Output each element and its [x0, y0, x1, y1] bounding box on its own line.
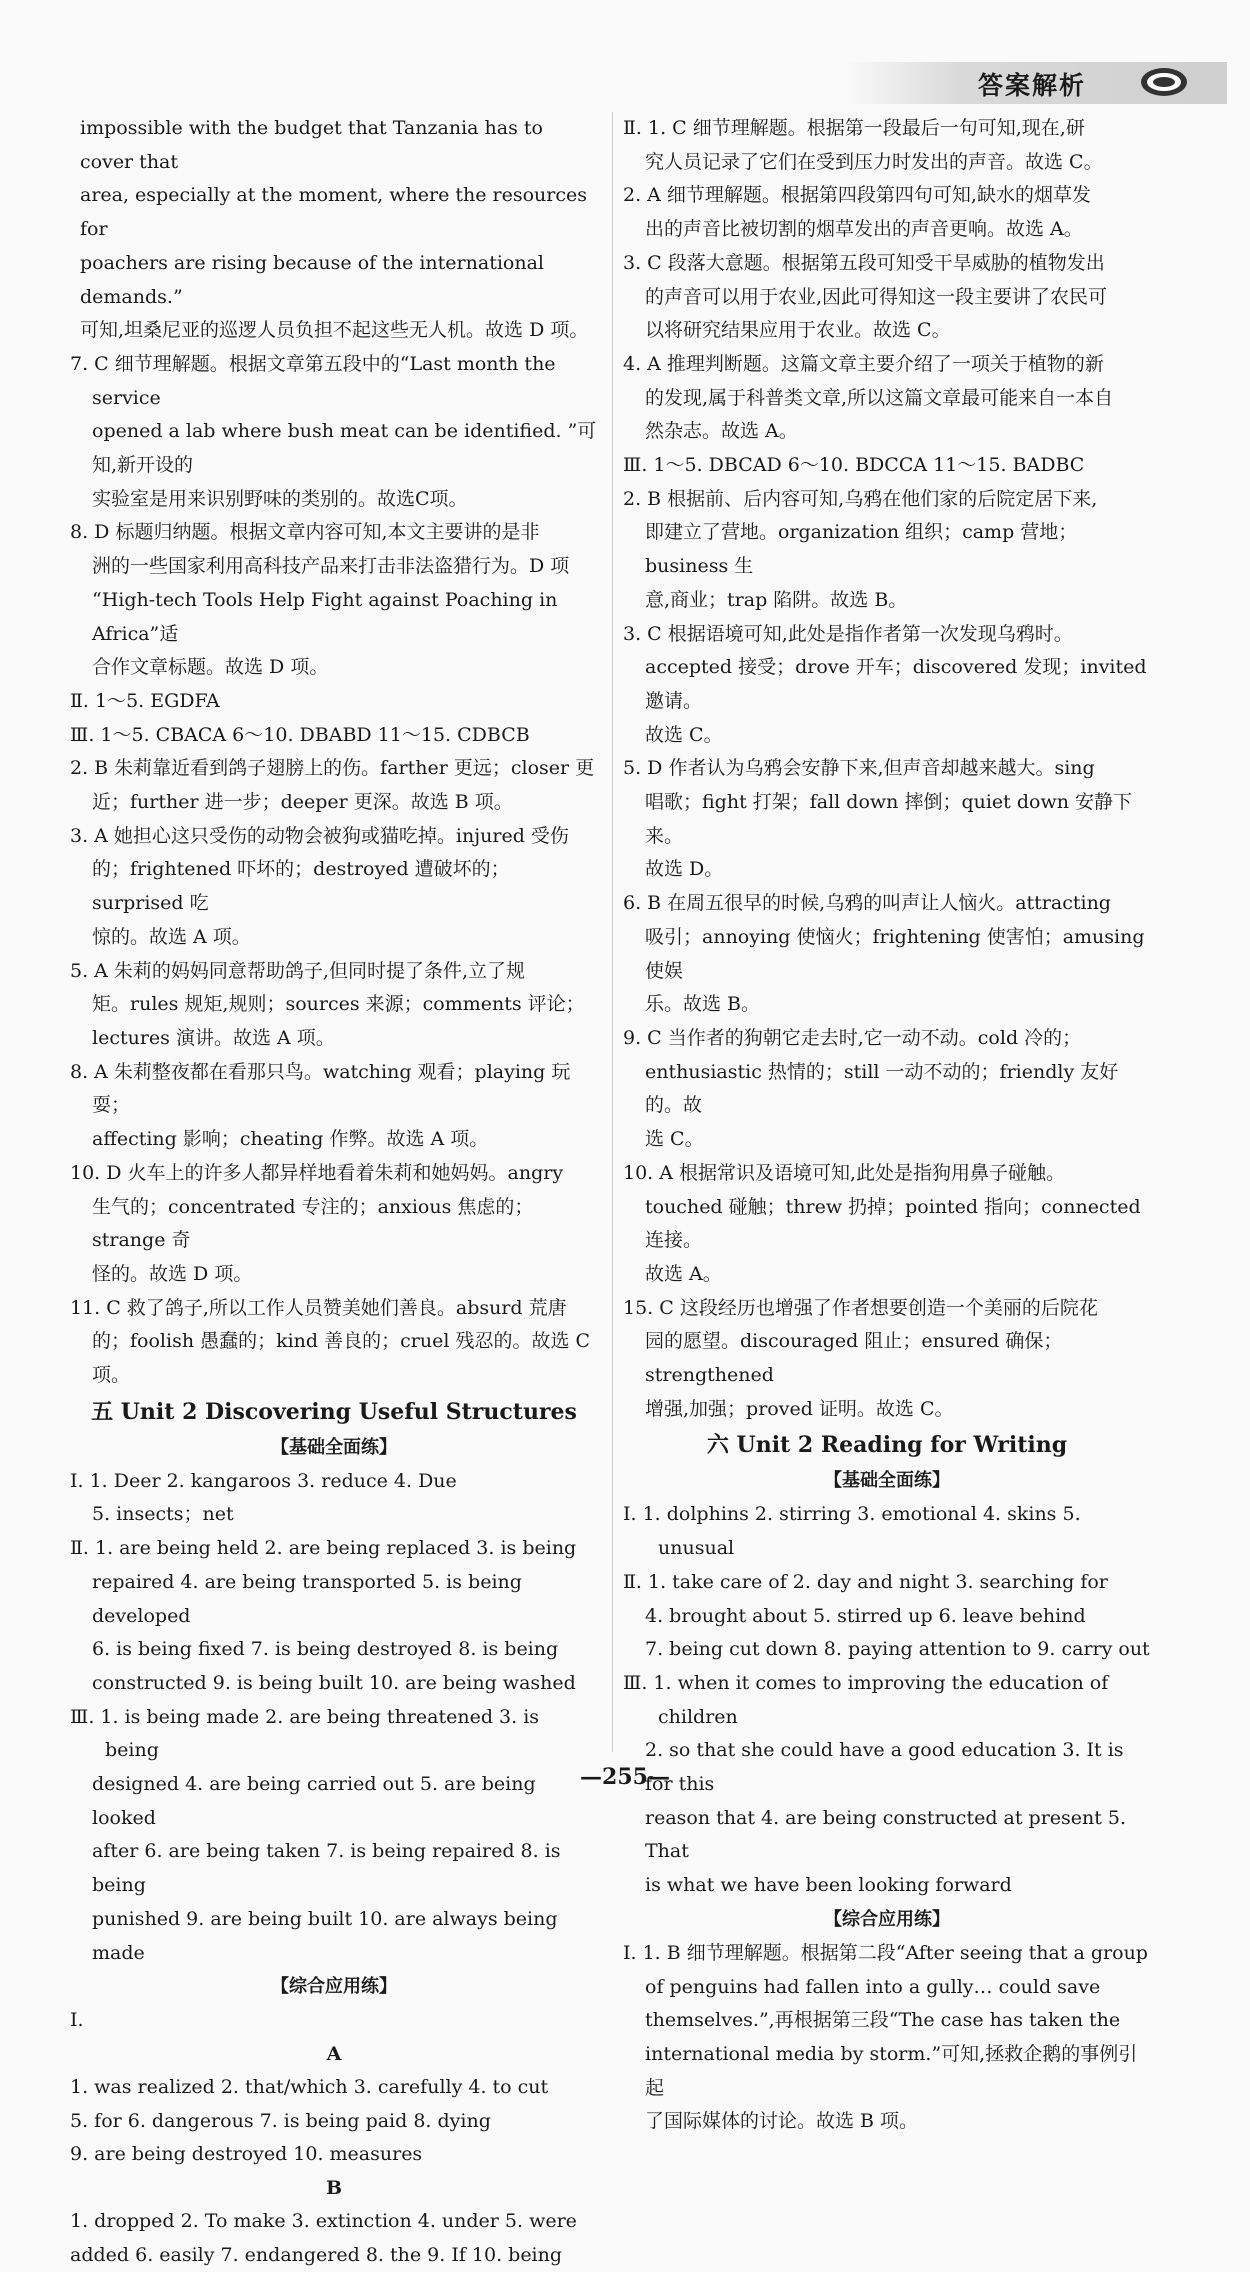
answer-group: 1. was realized 2. that/which 3. carefully 4. to cut — [70, 2075, 549, 2098]
text-line: 生气的；concentrated 专注的；anxious 焦虑的；strange 奇 — [92, 1195, 534, 1252]
text-line: 的发现,属于科普类文章,所以这篇文章最可能来自一本自 — [645, 386, 1114, 409]
text-line: is what we have been looking forward — [645, 1874, 1012, 1897]
text-line: 洲的一些国家利用高科技产品来打击非法盗猎行为。D 项 — [92, 555, 570, 578]
answer-group: 9. are being destroyed 10. measures — [70, 2143, 423, 2166]
answer-group: Ⅲ. 1. when it comes to improving the education of children — [623, 1671, 1109, 1728]
text-line: international media by storm.”可知,拯救企鹅的事例引起 — [645, 2042, 1138, 2099]
text-line: 园的愿望。discouraged 阻止；ensured 确保；strengthened — [645, 1330, 1063, 1387]
text-line: designed 4. are being carried out 5. are being looked — [92, 1773, 536, 1829]
page-number: —255— — [580, 1764, 670, 1790]
text-line: impossible with the budget that Tanzania has to cover that — [80, 117, 543, 173]
text-line: 的；frightened 吓坏的；destroyed 遭破坏的；surprised 吃 — [92, 858, 510, 915]
text-line: 2. so that she could have a good education 3. It is for this — [645, 1739, 1124, 1796]
text-line: opened a lab where bush meat can be identified. ”可知,新开设的 — [92, 420, 597, 477]
text-line: repaired 4. are being transported 5. is being developed — [92, 1570, 522, 1627]
text-line: 出的声音比被切割的烟草发出的声音更响。故选 A。 — [645, 218, 1083, 241]
text-line: 究人员记录了它们在受到压力时发出的声音。故选 C。 — [645, 150, 1103, 173]
text-line: 怪的。故选 D 项。 — [92, 1262, 253, 1285]
text-line: 意,商业；trap 陷阱。故选 B。 — [645, 588, 908, 611]
answer-item: 2. B 根据前、后内容可知,乌鸦在他们家的后院定居下来, — [623, 487, 1098, 510]
text-line: 7. being cut down 8. paying attention to 9. carry out — [645, 1638, 1150, 1661]
text-line: 实验室是用来识别野味的类别的。故选C项。 — [92, 487, 468, 510]
text-line: 唱歌；fight 打架；fall down 摔倒；quiet down 安静下来。 — [645, 791, 1132, 847]
sub-section-title: 【综合应用练】 — [824, 1908, 950, 1930]
text-line: 的声音可以用于农业,因此可得知这一段主要讲了农民可 — [645, 285, 1108, 308]
section-title: 五 Unit 2 Discovering Useful Structures — [91, 1398, 577, 1425]
text-line: 近；further 进一步；deeper 更深。故选 B 项。 — [92, 791, 513, 814]
answer-item: 8. A 朱莉整夜都在看那只鸟。watching 观看；playing 玩耍； — [70, 1060, 571, 1117]
text-line: touched 碰触；threw 扔掉；pointed 指向；connected 连接。 — [645, 1195, 1141, 1252]
answer-item: 8. D 标题归纳题。根据文章内容可知,本文主要讲的是非 — [70, 521, 540, 544]
answer-group: Ⅰ. 1. Deer 2. kangaroos 3. reduce 4. Due — [70, 1469, 457, 1492]
answer-group: Ⅱ. 1～5. EGDFA — [70, 689, 220, 712]
answer-item: 5. A 朱莉的妈妈同意帮助鸽子,但同时提了条件,立了规 — [70, 959, 526, 982]
section-title: 六 Unit 2 Reading for Writing — [706, 1432, 1068, 1459]
text-line: affecting 影响；cheating 作弊。故选 A 项。 — [92, 1128, 489, 1151]
answer-group: Ⅰ. — [70, 2009, 84, 2032]
text-line: 增强,加强；proved 证明。故选 C。 — [645, 1397, 954, 1420]
sub-section-title: 【基础全面练】 — [824, 1470, 950, 1492]
text-line: accepted 接受；drove 开车；discovered 发现；invited 邀请。 — [645, 656, 1147, 712]
text-line: reason that 4. are being constructed at present 5. That — [645, 1806, 1127, 1863]
answer-item: 15. C 这段经历也增强了作者想要创造一个美丽的后院花 — [623, 1296, 1098, 1319]
answer-item: 3. A 她担心这只受伤的动物会被狗或猫吃掉。injured 受伤 — [70, 824, 569, 847]
text-line: 矩。rules 规矩,规则；sources 来源；comments 评论； — [92, 993, 585, 1016]
text-line: poachers are rising because of the international demands.” — [80, 251, 544, 308]
text-line: after 6. are being taken 7. is being repaired 8. is being — [92, 1840, 561, 1897]
text-line: of penguins had fallen into a gully… could save — [645, 1975, 1101, 1998]
answer-group: Ⅲ. 1～5. CBACA 6～10. DBABD 11～15. CDBCB — [70, 723, 530, 746]
answer-group: added 6. easily 7. endangered 8. the 9. If 10. being — [70, 2243, 563, 2266]
text-line: punished 9. are being built 10. are always being made — [92, 1907, 558, 1964]
text-line: 选 C。 — [645, 1128, 704, 1151]
answer-group: Ⅰ. 1. dolphins 2. stirring 3. emotional 4. skins 5. unusual — [623, 1503, 1081, 1560]
answer-group: 1. dropped 2. To make 3. extinction 4. under 5. were — [70, 2210, 577, 2233]
text-line: 6. is being fixed 7. is being destroyed 8. is being — [92, 1638, 559, 1661]
text-line: 5. insects；net — [92, 1503, 234, 1526]
right-column — [623, 112, 1151, 2139]
logo-icon — [1138, 65, 1190, 99]
answer-group: 5. for 6. dangerous 7. is being paid 8. dying — [70, 2109, 491, 2132]
answer-item: 3. C 段落大意题。根据第五段可知受干旱威胁的植物发出 — [623, 251, 1105, 274]
text-line: 然杂志。故选 A。 — [645, 420, 798, 443]
text-line: 合作文章标题。故选 D 项。 — [92, 656, 329, 679]
answer-item: 5. D 作者认为乌鸦会安静下来,但声音却越来越大。sing — [623, 757, 1095, 780]
answer-item: 10. A 根据常识及语境可知,此处是指狗用鼻子碰触。 — [623, 1161, 1066, 1184]
answer-item: 9. C 当作者的狗朝它走去时,它一动不动。cold 冷的； — [623, 1026, 1082, 1049]
text-line: 乐。故选 B。 — [645, 993, 761, 1016]
text-line: 即建立了营地。organization 组织；camp 营地；business 生 — [645, 521, 1078, 578]
column-divider — [612, 112, 613, 1752]
answer-item: Ⅰ. 1. B 细节理解题。根据第二段“After seeing that a group — [623, 1941, 1148, 1964]
text-line: 4. brought about 5. stirred up 6. leave behind — [645, 1604, 1086, 1627]
text-line: 可知,坦桑尼亚的巡逻人员负担不起这些无人机。故选 D 项。 — [80, 319, 589, 342]
answer-item: 6. B 在周五很早的时候,乌鸦的叫声让人恼火。attracting — [623, 892, 1111, 915]
text-line: 故选 A。 — [645, 1262, 722, 1285]
sub-section-title: 【综合应用练】 — [271, 1976, 397, 1998]
answer-group: Ⅲ. 1. is being made 2. are being threatened 3. is being — [70, 1705, 540, 1762]
answer-item: 7. C 细节理解题。根据文章第五段中的“Last month the service — [70, 352, 556, 409]
answer-item: 10. D 火车上的许多人都异样地看着朱莉和她妈妈。angry — [70, 1161, 564, 1184]
answer-item: 4. A 推理判断题。这篇文章主要介绍了一项关于植物的新 — [623, 352, 1104, 375]
text-line: 吸引；annoying 使恼火；frightening 使害怕；amusing 使娱 — [645, 925, 1145, 982]
left-column — [70, 112, 598, 2272]
text-line: 故选 D。 — [645, 858, 724, 881]
answer-item: 3. C 根据语境可知,此处是指作者第一次发现乌鸦时。 — [623, 622, 1073, 645]
text-line: 故选 C。 — [645, 723, 723, 746]
answer-item: Ⅱ. 1. C 细节理解题。根据第一段最后一句可知,现在,研 — [623, 117, 1085, 139]
passage-letter: A — [326, 2042, 342, 2065]
text-line: 以将研究结果应用于农业。故选 C。 — [645, 319, 951, 342]
text-line: lectures 演讲。故选 A 项。 — [92, 1026, 335, 1049]
answer-group: Ⅲ. 1～5. DBCAD 6～10. BDCCA 11～15. BADBC — [623, 454, 1085, 477]
text-line: 的；foolish 愚蠢的；kind 善良的；cruel 残忍的。故选 C 项。 — [92, 1330, 591, 1387]
text-line: 了国际媒体的讨论。故选 B 项。 — [645, 2110, 919, 2133]
passage-letter: B — [325, 2177, 343, 2200]
answer-group: Ⅱ. 1. take care of 2. day and night 3. searching for — [623, 1570, 1108, 1593]
text-line: area, especially at the moment, where the resources for — [80, 184, 587, 241]
text-line: themselves.”,再根据第三段“The case has taken the — [645, 2009, 1121, 2032]
text-line: “High-tech Tools Help Fight against Poaching in Africa”适 — [92, 588, 558, 645]
text-line: constructed 9. is being built 10. are being washed — [92, 1671, 576, 1694]
answer-group: Ⅱ. 1. are being held 2. are being replaced 3. is being — [70, 1537, 577, 1560]
sub-section-title: 【基础全面练】 — [271, 1436, 397, 1458]
text-line: 惊的。故选 A 项。 — [92, 925, 251, 948]
text-line: enthusiastic 热情的；still 一动不动的；friendly 友好的。故 — [645, 1060, 1119, 1117]
answer-item: 2. B 朱莉靠近看到鸽子翅膀上的伤。farther 更远；closer 更 — [70, 757, 595, 780]
answer-item: 11. C 救了鸽子,所以工作人员赞美她们善良。absurd 荒唐 — [70, 1296, 567, 1319]
header-title: 答案解析 — [978, 71, 1087, 100]
answer-item: 2. A 细节理解题。根据第四段第四句可知,缺水的烟草发 — [623, 184, 1091, 207]
